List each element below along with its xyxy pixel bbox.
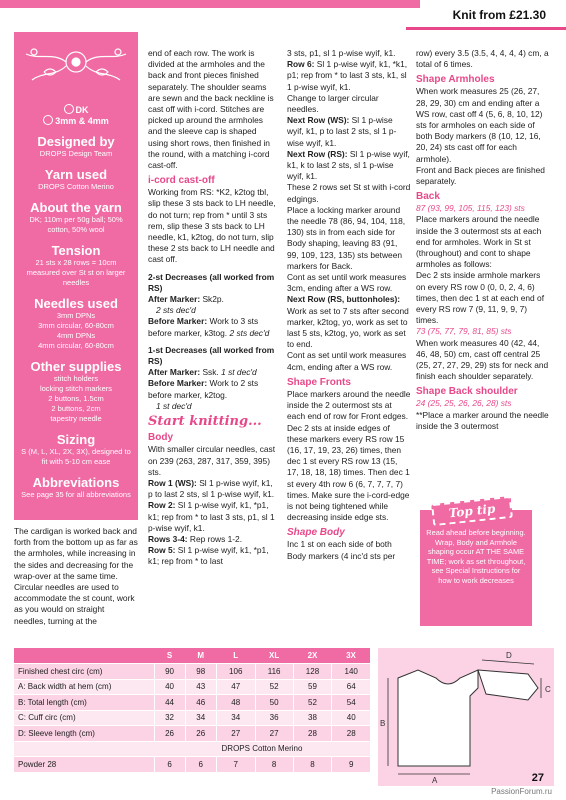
watermark: PassionForum.ru xyxy=(491,787,552,796)
table-row: B: Total length (cm) 44 46 48 50 52 54 xyxy=(14,695,370,711)
designed-by-section: Designed by DROPS Design Team xyxy=(37,134,115,158)
table-row: Powder 28 6 6 7 8 8 9 xyxy=(14,757,370,773)
label-c: C xyxy=(545,685,551,694)
table-row: C: Cuff circ (cm) 32 34 34 36 38 40 xyxy=(14,710,370,726)
schematic-drawing xyxy=(378,648,554,786)
label-b: B xyxy=(380,719,386,728)
shape-fronts-heading: Shape Fronts xyxy=(287,376,351,388)
tension-section: Tension 21 sts x 28 rows = 10cm measured over St st on larger needles xyxy=(26,243,126,287)
yarn-ball-icon xyxy=(64,104,74,114)
needles-section: Needles used 3mm DPNs 3mm circular, 60-80cm 4mm DPNs 4mm circular, 60-80cm xyxy=(34,296,118,350)
shape-back-shoulder-heading: Shape Back shoulder xyxy=(416,386,518,398)
yarn-weight: DK xyxy=(14,104,138,115)
icord-heading: i-cord cast-off xyxy=(148,175,215,187)
yarn-section: Yarn used DROPS Cotton Merino xyxy=(38,167,114,191)
needle-sizes: 3mm & 4mm xyxy=(14,115,138,126)
flower-icon xyxy=(14,32,138,104)
about-yarn-section: About the yarn DK; 110m per 50g ball; 50% cotton, 50% wool xyxy=(29,200,123,234)
price-tag: Knit from £21.30 xyxy=(406,0,566,30)
intro-column: The cardigan is worked back and forth from the bottom up as far as the armholes, while increasing in the sides and decreasing for the wrap-over at the same time. Circular needles are used to accommodate the st count, work as you would on straight needles, turning at the xyxy=(14,526,138,626)
abbreviations-section: Abbreviations See page 35 for all abbreviations xyxy=(21,475,131,499)
top-tip-box: Top tip Read ahead before beginning. Wrap, Body and Armhole shaping occur AT THE SAME TIME; work as set throughout, see Special Instructions for how to work decreases xyxy=(420,510,532,626)
column-three: 3 sts, p1, sl 1 p-wise wyif, k1. Row 6: Sl 1 p-wise wyif, k1, *k1, p1; rep from * to last 3 sts, k1, sl 1 p-wise wyif, k1. Change to larger circular needles. Next Row (WS): Sl 1 p-wise wyif, k1, p to last 2 sts, sl 1 p-wise wyif, k1. Next Row (RS): Sl 1 p-wise wyif, k1, k to last 2 sts, sl 1 p-wise wyif, k1. These 2 rows set St st with i-cord edgings. Place a locking marker around the needle 78 (86, 94, 104, 118, 130) sts in from each side for Body shaping, leaving 83 (91, 99, 109, 123, 135) sts between markers for Back. Cont as set until work measures 3cm, ending after a WS row. Next Row (RS, buttonholes): Work as set to 7 sts after second marker, k2tog, yo, work as set to last 5 sts, k2tog, yo, work as set to end. Cont as set until work measures 4cm, ending after a WS row. Shape Fronts Place markers around the needle inside the 2 outermost sts at each end of row for Front edges. Dec 2 sts at inside edges of these markers every RS row 15 (16, 17, 19, 23, 26) times, then dec 1 st every RS row 13 (15, 17, 18, 18, 18) times. Then dec 1 st every 4th row 6 (6, 7, 7, 7, 7) times. Make sure the i-cord-edge is not being tightened while decreasing inside edge sts. Shape Body Inc 1 st on each side of both Body markers (4 inc'd sts per xyxy=(287,48,411,561)
table-row: DROPS Cotton Merino xyxy=(14,741,370,757)
table-row: A: Back width at hem (cm) 40 43 47 52 59 64 xyxy=(14,679,370,695)
table-header-row: S M L XL 2X 3X xyxy=(14,648,370,664)
column-two: end of each row. The work is divided at the armholes and the back and front pieces finished separately. The shoulder seams are sewn and the back neckline is cast off with i-cord. Stitches are picked up around the armholes and the sleeve cap is shaped using short rows, then finished in the round, with a matching i-cord cast-off. i-cord cast-off Working from RS: *K2, k2tog tbl, slip these 3 sts back to LH needle, do not turn; rep from * until 3 sts rem, slip these 3 sts back to LH needle, k1, k2tog, do not turn, slip these 2 sts back to LH needle and cast off. 2-st Decreases (all worked from RS) After Marker: Sk2p. 2 sts dec'd Before Marker: Work to 3 sts before marker, k3tog. 2 sts dec'd 1-st Decreases (all worked from RS) After Marker: Ssk. 1 st dec'd Before Marker: Work to 2 sts before marker, k2tog. 1 st dec'd Start knitting... Body With smaller circular needles, cast on 239 (263, 287, 317, 359, 395) sts. Row 1 (WS): Sl 1 p-wise wyif, k1, p to last 2 sts, sl 1 p-wise wyif, k1. Row 2: Sl 1 p-wise wyif, k1, *p1, k1; rep from * to last 3 sts, p1, sl 1 p-wise wyif, k1. Rows 3-4: Rep rows 1-2. Row 5: Sl 1 p-wise wyif, k1, *p1, k1; rep from * to last xyxy=(148,48,278,568)
back-heading: Back xyxy=(416,191,440,203)
column-four: row) every 3.5 (3.5, 4, 4, 4, 4) cm, a total of 6 times. Shape Armholes When work measures 25 (26, 27, 28, 29, 30) cm and ending after a WS row, cast off 4 (5, 6, 8, 10, 12) sts for armholes on each side of both Body markers (8 (10, 12, 16, 20, 24) sts cast off for each armhole). Front and Back pieces are finished separately. Back 87 (93, 99, 105, 115, 123) sts Place markers around the needle inside the 3 outermost sts at each end for armholes. Work in St st (throughout) and cont to shape armholes as follows: Dec 2 sts inside armhole markers on every RS row 0 (0, 0, 2, 4, 6) times, then dec 1 st at each end of every RS row 7 (9, 11, 9, 9, 7) times. 73 (75, 77, 79, 81, 85) sts When work measures 40 (42, 44, 46, 48, 50) cm, cast off central 25 (25, 27, 27, 29, 29) sts for neck and finish each shoulder separately. Shape Back shoulder 24 (25, 25, 26, 26, 28) sts **Place a marker around the needle inside the 3 outermost xyxy=(416,48,549,431)
needles-icon xyxy=(43,115,53,125)
size-table xyxy=(14,648,370,773)
supplies-section: Other supplies stitch holders locking stitch markers 2 buttons, 1.5cm 2 buttons, 2cm tapestry needle xyxy=(30,359,122,423)
label-d: D xyxy=(506,651,512,660)
sizing-section: Sizing S (M, L, XL, 2X, 3X), designed to fit with 5-10 cm ease xyxy=(21,432,131,466)
page-number: 27 xyxy=(531,772,544,784)
top-bar xyxy=(0,0,566,30)
header-stripe xyxy=(0,0,420,8)
pattern-info-sidebar xyxy=(14,32,138,520)
table-row: D: Sleeve length (cm) 26 26 27 27 28 28 xyxy=(14,726,370,742)
top-tip-title: Top tip xyxy=(431,496,513,526)
table-row: Finished chest circ (cm) 90 98 106 116 128 140 xyxy=(14,664,370,680)
shape-armholes-heading: Shape Armholes xyxy=(416,74,495,86)
body-heading: Body xyxy=(148,432,173,444)
floral-ornament xyxy=(14,32,138,104)
label-a: A xyxy=(432,776,438,785)
start-knitting-heading: Start knitting... xyxy=(148,414,262,430)
shape-body-heading: Shape Body xyxy=(287,527,345,539)
cardigan-schematic xyxy=(378,648,554,786)
